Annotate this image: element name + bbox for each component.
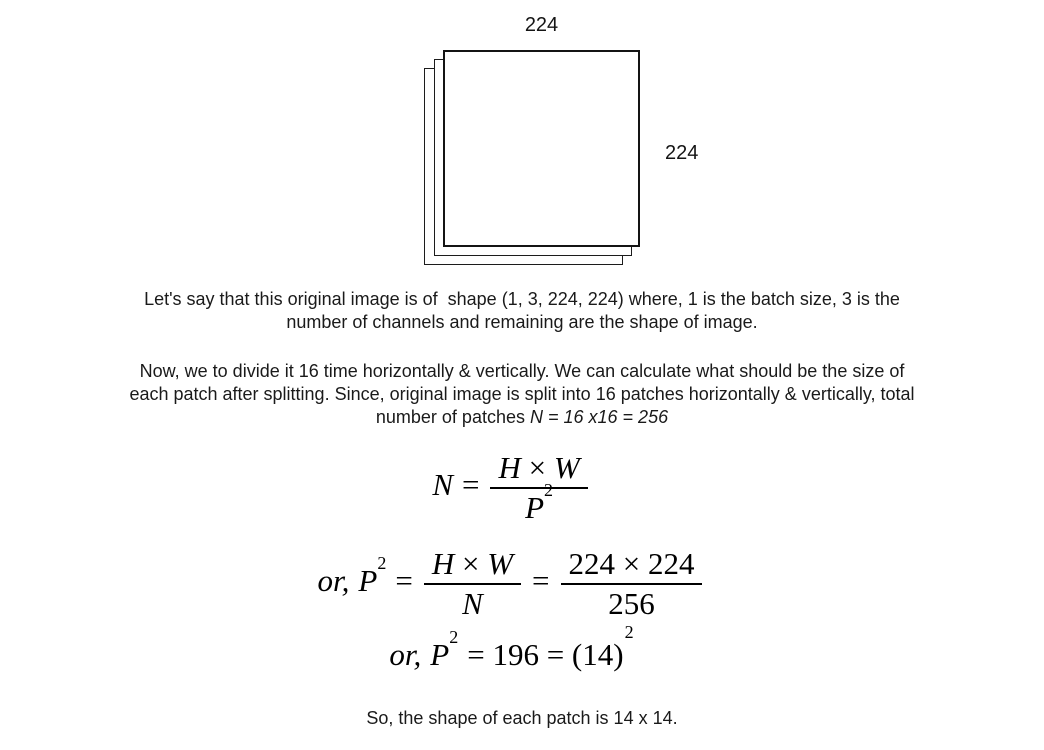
exponent-2: 2 [377, 552, 387, 573]
formula1-denominator [490, 479, 587, 526]
paragraph-patch-split [0, 360, 1044, 429]
formula1-lhs: N [432, 467, 453, 503]
text-line: Let's say that this original image is of shape (1, 3, 224, 224) where, 1 is the batch size, 3 is the [144, 289, 900, 309]
formula1-equals: = [462, 467, 480, 503]
paragraph-image-shape [0, 288, 1044, 334]
formula2-fraction-2 [561, 546, 703, 622]
formula2-denominator-2: 256 [608, 586, 655, 621]
patch-count-equation: N = 16 x16 = 256 [529, 407, 669, 427]
times-sign: × [461, 546, 480, 581]
formula3-rest: = 196 = (14) [467, 637, 624, 672]
formula-patch-size [0, 546, 1033, 622]
formula2-denominator-1: N [462, 586, 483, 621]
width-dimension-label: 224 [524, 14, 559, 36]
formula1-fraction [490, 450, 587, 526]
formula3-or: or, [389, 637, 422, 672]
patch-count-prefix: number of patches [375, 407, 530, 427]
var-p: P [430, 637, 450, 672]
height-dimension-label: 224 [665, 142, 699, 164]
formula-patch-result [0, 621, 1033, 673]
formula1-numerator [490, 450, 587, 489]
formula-patch-count [0, 450, 1033, 526]
formula2-numerator-2: 224 × 224 [561, 546, 703, 585]
exponent-2: 2 [449, 626, 459, 647]
var-w: W [487, 546, 514, 581]
text-line: Now, we to divide it 16 time horizontally & vertically. We can calculate what should be the size of [139, 361, 905, 381]
channel-square-front [443, 50, 640, 247]
conclusion-text [0, 707, 1044, 730]
var-h: H [431, 546, 455, 581]
formula2-fraction-1 [424, 546, 521, 622]
var-p: P [525, 490, 545, 525]
formula2-equals-2: = [532, 563, 550, 599]
formula2-equals-1: = [395, 563, 413, 599]
times-sign: × [528, 450, 547, 485]
formula2-or: or, [317, 563, 350, 599]
text-line [0, 406, 1044, 429]
formula2-numerator-1 [424, 546, 521, 585]
text-line: each patch after splitting. Since, original image is split into 16 patches horizontally & vertically, total [129, 384, 915, 404]
exponent-2-outer: 2 [624, 621, 634, 642]
text-line: number of channels and remaining are the shape of image. [286, 312, 758, 332]
var-h: H [498, 450, 521, 485]
var-w: W [553, 450, 580, 485]
var-p: P [358, 563, 378, 599]
exponent-2: 2 [544, 479, 554, 500]
text-line: So, the shape of each patch is 14 x 14. [366, 708, 678, 728]
